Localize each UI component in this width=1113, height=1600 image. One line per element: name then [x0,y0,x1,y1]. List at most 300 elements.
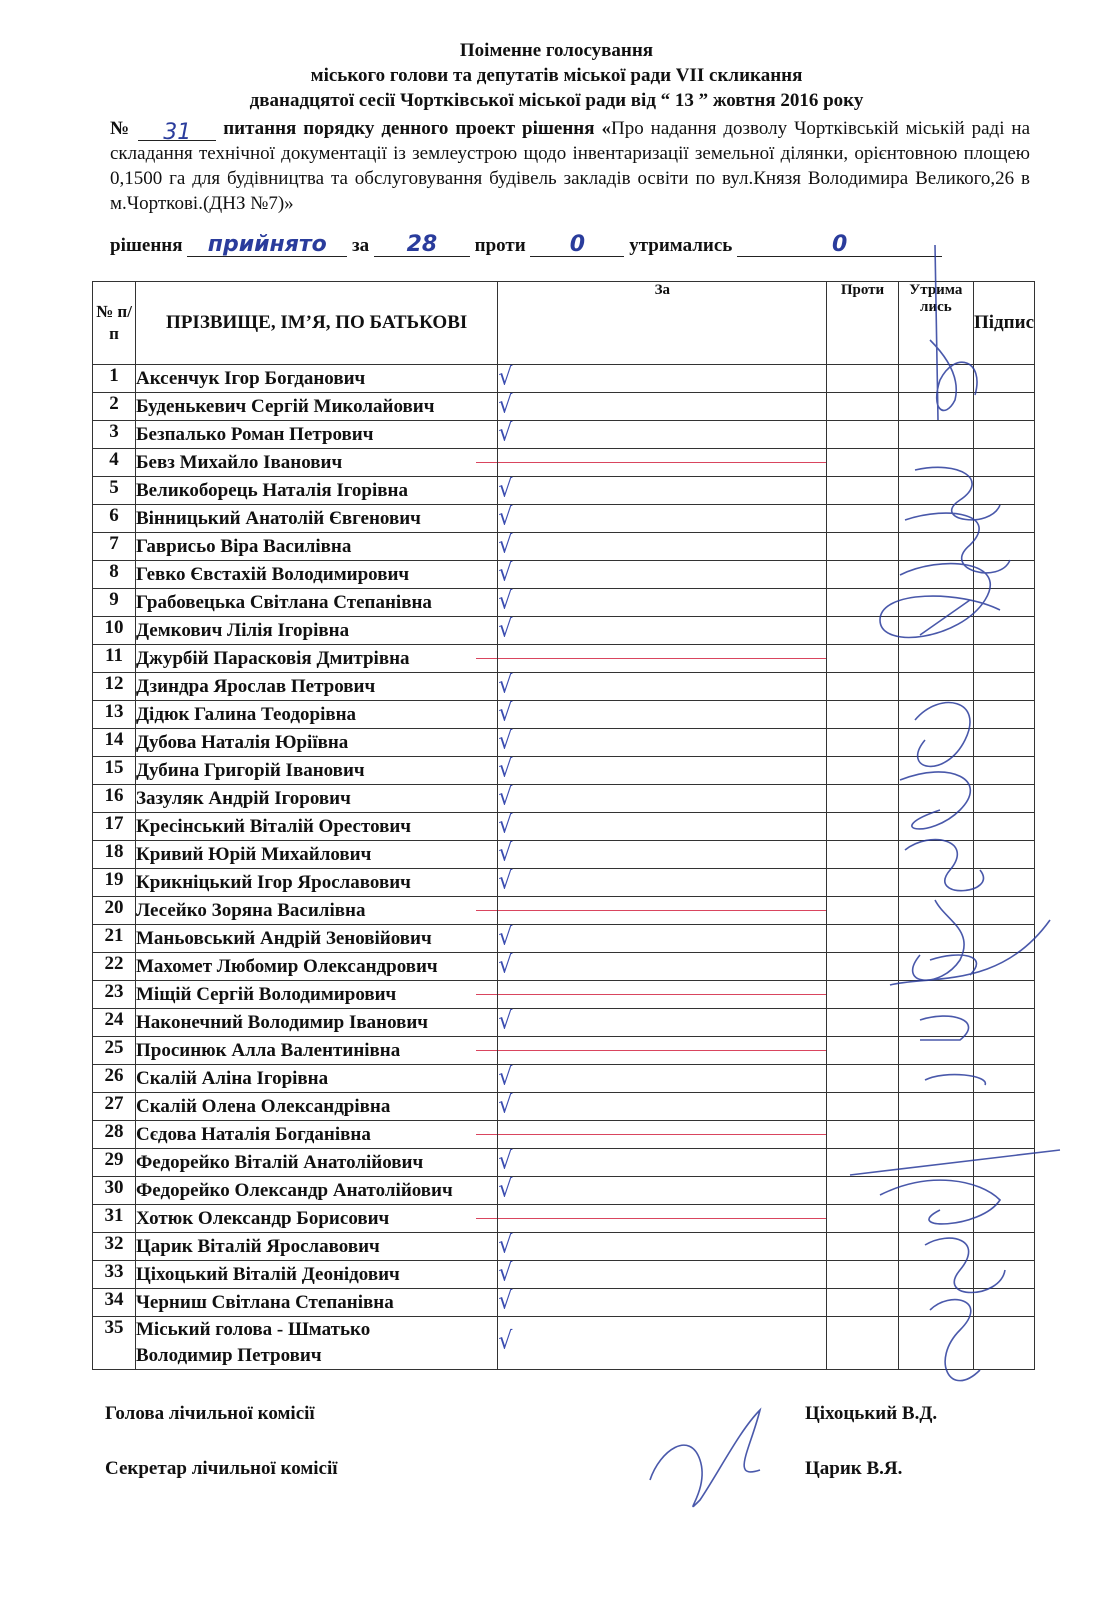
member-name: Демкович Лілія Ігорівна [135,617,497,645]
signature-cell [974,617,1035,645]
row-number: 8 [93,561,136,589]
tick-mark-icon: √ [498,755,513,783]
table-row [93,589,1035,617]
table-row [93,701,1035,729]
vote-for-cell [498,897,827,925]
row-number: 18 [93,841,136,869]
vote-for-cell [498,561,827,589]
vote-abstain-cell [898,813,973,841]
tick-mark-icon: √ [498,727,513,755]
vote-for-cell [498,953,827,981]
table-row [93,1037,1035,1065]
vote-for-cell [498,1205,827,1233]
vote-against-cell [827,1149,898,1177]
signature-cell [974,561,1035,589]
vote-for-cell [498,813,827,841]
row-number: 16 [93,785,136,813]
vote-for-cell [498,365,827,393]
vote-against-cell [827,673,898,701]
tick-mark-icon: √ [498,531,513,559]
vote-abstain-cell [898,729,973,757]
table-row [93,477,1035,505]
vote-for-cell [498,1121,827,1149]
row-number: 13 [93,701,136,729]
vote-for-cell [498,729,827,757]
header-for: За [498,282,827,365]
strike-line [476,1050,826,1051]
table-row [93,1149,1035,1177]
table-row [93,617,1035,645]
question-block [110,116,1030,216]
tick-mark-icon: √ [498,1327,513,1356]
signature-cell [974,701,1035,729]
row-number: 6 [93,505,136,533]
for-value: 28 [406,232,438,257]
row-number: 32 [93,1233,136,1261]
member-name: Ціхоцький Віталій Деонідович [135,1261,497,1289]
tick-mark-icon: √ [498,615,513,643]
member-name: Лесейко Зоряна Василівна [135,897,497,925]
chair-label: Голова лічильної комісії [105,1403,315,1424]
vote-against-cell [827,1317,898,1370]
member-name: Грабовецька Світлана Степанівна [135,589,497,617]
vote-for-cell [498,1261,827,1289]
row-number: 33 [93,1261,136,1289]
member-name: Дідюк Галина Теодорівна [135,701,497,729]
row-number: 21 [93,925,136,953]
vote-abstain-cell [898,533,973,561]
vote-abstain-cell [898,1233,973,1261]
signature-cell [974,1233,1035,1261]
table-row [93,729,1035,757]
signature-cell [974,673,1035,701]
header-num: № п/п [93,282,136,365]
table-row [93,505,1035,533]
vote-abstain-cell [898,1205,973,1233]
vote-for-cell [498,449,827,477]
vote-abstain-cell [898,561,973,589]
row-number: 28 [93,1121,136,1149]
member-name: Наконечний Володимир Іванович [135,1009,497,1037]
member-name: Маньовський Андрій Зеновійович [135,925,497,953]
vote-against-cell [827,841,898,869]
vote-against-cell [827,1261,898,1289]
vote-against-cell [827,589,898,617]
vote-abstain-cell [898,1177,973,1205]
member-name: Гевко Євстахій Володимирович [135,561,497,589]
vote-against-cell [827,365,898,393]
vote-against-cell [827,1009,898,1037]
table-row [93,953,1035,981]
table-row [93,673,1035,701]
row-number: 17 [93,813,136,841]
row-number: 10 [93,617,136,645]
table-body [93,365,1035,1370]
abstain-label: утримались [629,235,733,256]
signature-scribble [650,1410,760,1506]
vote-abstain-cell [898,785,973,813]
table-row [93,1261,1035,1289]
vote-against-cell [827,533,898,561]
against-value: 0 [569,232,586,257]
vote-against-cell [827,617,898,645]
vote-for-cell [498,925,827,953]
member-name: Великоборець Наталія Ігорівна [135,477,497,505]
vote-against-cell [827,1289,898,1317]
row-number: 15 [93,757,136,785]
vote-for-cell [498,1289,827,1317]
strike-line [476,462,826,463]
member-name: Бевз Михайло Іванович [135,449,497,477]
vote-abstain-cell [898,1009,973,1037]
secretary-name: Царик В.Я. [805,1458,903,1479]
table-row [93,1233,1035,1261]
member-name: Джурбій Парасковія Дмитрівна [135,645,497,673]
vote-abstain-cell [898,365,973,393]
vote-against-cell [827,1037,898,1065]
row-number: 25 [93,1037,136,1065]
vote-abstain-cell [898,617,973,645]
against-label: проти [474,235,526,256]
vote-against-cell [827,757,898,785]
vote-for-cell [498,981,827,1009]
tick-mark-icon: √ [498,1175,513,1203]
vote-against-cell [827,393,898,421]
question-bold-text: питання порядку денного проект рішення « [223,118,611,139]
signature-cell [974,953,1035,981]
vote-abstain-cell [898,841,973,869]
vote-against-cell [827,421,898,449]
member-name: Федорейко Олександр Анатолійович [135,1177,497,1205]
vote-against-cell [827,1177,898,1205]
member-name: Хотюк Олександр Борисович [135,1205,497,1233]
table-row [93,869,1035,897]
tick-mark-icon: √ [498,951,513,979]
vote-for-cell [498,1093,827,1121]
header-against: Проти [827,282,898,365]
vote-against-cell [827,813,898,841]
table-row [93,393,1035,421]
vote-against-cell [827,449,898,477]
table-row [93,421,1035,449]
vote-for-cell [498,477,827,505]
tick-mark-icon: √ [498,559,513,587]
member-name: Міський голова - Шматько Володимир Петрович [135,1317,497,1370]
vote-against-cell [827,729,898,757]
vote-abstain-cell [898,505,973,533]
member-name: Дубова Наталія Юріївна [135,729,497,757]
member-name: Скалій Олена Олександрівна [135,1093,497,1121]
vote-abstain-cell [898,757,973,785]
vote-for-cell [498,533,827,561]
vote-abstain-cell [898,1289,973,1317]
vote-for-cell [498,1317,827,1370]
row-number: 14 [93,729,136,757]
table-row [93,1065,1035,1093]
row-number: 5 [93,477,136,505]
vote-for-cell [498,1037,827,1065]
member-name: Зазуляк Андрій Ігорович [135,785,497,813]
signature-cell [974,1037,1035,1065]
row-number: 24 [93,1009,136,1037]
member-name: Безпалько Роман Петрович [135,421,497,449]
vote-against-cell [827,869,898,897]
member-name: Аксенчук Ігор Богданович [135,365,497,393]
tick-mark-icon: √ [498,503,513,531]
row-number: 34 [93,1289,136,1317]
header-name: ПРІЗВИЩЕ, ІМ’Я, ПО БАТЬКОВІ [135,282,497,365]
row-number: 11 [93,645,136,673]
table-row [93,757,1035,785]
secretary-label: Секретар лічильної комісії [105,1458,338,1479]
vote-for-cell [498,757,827,785]
vote-abstain-cell [898,421,973,449]
table-row [93,533,1035,561]
strike-line [476,994,826,995]
tick-mark-icon: √ [498,867,513,895]
vote-abstain-cell [898,869,973,897]
strike-line [476,910,826,911]
signature-cell [974,981,1035,1009]
vote-abstain-cell [898,1121,973,1149]
member-name: Гаврисьо Віра Василівна [135,533,497,561]
vote-against-cell [827,561,898,589]
signature-cell [974,449,1035,477]
row-number: 31 [93,1205,136,1233]
signature-cell [974,1009,1035,1037]
signature-cell [974,1261,1035,1289]
vote-against-cell [827,1205,898,1233]
signature-cell [974,645,1035,673]
signature-cell [974,365,1035,393]
signature-cell [974,393,1035,421]
table-row [93,1205,1035,1233]
signature-cell [974,505,1035,533]
signature-cell [974,1121,1035,1149]
header-signature: Підпис [974,282,1035,365]
member-name: Просинюк Алла Валентинівна [135,1037,497,1065]
table-row [93,561,1035,589]
title-line-3: дванадцятої сесії Чортківської міської ради від “ 13 ” жовтня 2016 року [249,90,864,111]
vote-abstain-cell [898,1261,973,1289]
result-line [110,232,942,257]
vote-against-cell [827,505,898,533]
decision-value: прийнято [207,232,327,257]
vote-abstain-cell [898,1149,973,1177]
table-row [93,981,1035,1009]
question-text: Про надання дозволу Чортківській міській раді на складання технічної документації із землеустрою щодо інвентаризації земельної ділянки, орієнтовною площею 0,1500 га для будівництва та обслуговування будівель закладів освіти по вул.Князя Володимира Великого,26 в м.Чорткові.(ДНЗ №7)» [110,118,1031,214]
signature-cell [974,869,1035,897]
member-name: Крикніцький Ігор Ярославович [135,869,497,897]
signature-cell [974,477,1035,505]
vote-abstain-cell [898,701,973,729]
tick-mark-icon: √ [498,699,513,727]
vote-table [92,281,1035,1370]
vote-abstain-cell [898,897,973,925]
vote-for-cell [498,505,827,533]
table-row [93,841,1035,869]
signature-cell [974,1177,1035,1205]
vote-for-cell [498,589,827,617]
table-row [93,1177,1035,1205]
table-header-row [93,282,1035,365]
signature-cell [974,1065,1035,1093]
table-row [93,1289,1035,1317]
table-row [93,1121,1035,1149]
table-row [93,645,1035,673]
vote-for-cell [498,673,827,701]
member-name: Сєдова Наталія Богданівна [135,1121,497,1149]
title-line-1: Поіменне голосування [459,40,654,61]
table-row [93,897,1035,925]
vote-abstain-cell [898,953,973,981]
vote-abstain-cell [898,925,973,953]
vote-abstain-cell [898,981,973,1009]
title-line-2: міського голови та депутатів міської ради VII скликання [310,65,803,86]
strike-line [476,1218,826,1219]
table-row [93,925,1035,953]
row-number: 27 [93,1093,136,1121]
table-row [93,813,1035,841]
for-label: за [352,235,370,256]
row-number: 23 [93,981,136,1009]
tick-mark-icon: √ [498,671,513,699]
member-name: Міщій Сергій Володимирович [135,981,497,1009]
tick-mark-icon: √ [498,783,513,811]
vote-against-cell [827,701,898,729]
vote-abstain-cell [898,477,973,505]
tick-mark-icon: √ [498,1007,513,1035]
tick-mark-icon: √ [498,1259,513,1287]
vote-against-cell [827,1233,898,1261]
row-number: 4 [93,449,136,477]
vote-for-cell [498,1177,827,1205]
tick-mark-icon: √ [498,1287,513,1315]
row-number: 22 [93,953,136,981]
vote-for-cell [498,869,827,897]
tick-mark-icon: √ [498,1147,513,1175]
vote-against-cell [827,897,898,925]
row-number: 9 [93,589,136,617]
row-number: 19 [93,869,136,897]
member-name: Дзиндра Ярослав Петрович [135,673,497,701]
tick-mark-icon: √ [498,363,513,391]
vote-for-cell [498,393,827,421]
vote-for-cell [498,617,827,645]
strike-line [476,658,826,659]
signature-cell [974,1149,1035,1177]
row-number: 29 [93,1149,136,1177]
signature-cell [974,421,1035,449]
row-number: 12 [93,673,136,701]
tick-mark-icon: √ [498,587,513,615]
signature-cell [974,589,1035,617]
member-name: Махомет Любомир Олександрович [135,953,497,981]
vote-abstain-cell [898,589,973,617]
vote-for-cell [498,701,827,729]
member-name: Кресінський Віталій Орестович [135,813,497,841]
signature-cell [974,1289,1035,1317]
table-row [93,1009,1035,1037]
member-name: Буденькевич Сергій Миколайович [135,393,497,421]
vote-for-cell [498,785,827,813]
vote-for-cell [498,421,827,449]
table-row [93,1093,1035,1121]
signature-cell [974,729,1035,757]
tick-mark-icon: √ [498,1063,513,1091]
vote-against-cell [827,1065,898,1093]
signature-cell [974,813,1035,841]
table-row [93,365,1035,393]
row-number: 26 [93,1065,136,1093]
table-row [93,449,1035,477]
signature-cell [974,1205,1035,1233]
tick-mark-icon: √ [498,923,513,951]
header-abstain: Утрима лись [898,282,973,365]
member-name: Вінницький Анатолій Євгенович [135,505,497,533]
chair-name: Ціхоцький В.Д. [805,1403,938,1424]
question-number: 31 [163,120,192,145]
signature-cell [974,757,1035,785]
member-name: Дубина Григорій Іванович [135,757,497,785]
vote-against-cell [827,981,898,1009]
vote-abstain-cell [898,1037,973,1065]
abstain-value: 0 [831,232,848,257]
signature-cell [974,925,1035,953]
member-name: Федорейко Віталій Анатолійович [135,1149,497,1177]
tick-mark-icon: √ [498,839,513,867]
table-row [93,785,1035,813]
vote-abstain-cell [898,1317,973,1370]
row-number: 3 [93,421,136,449]
table-row [93,1317,1035,1370]
tick-mark-icon: √ [498,391,513,419]
row-number: 2 [93,393,136,421]
vote-against-cell [827,925,898,953]
vote-abstain-cell [898,673,973,701]
row-number: 1 [93,365,136,393]
question-number-prefix: № [110,118,132,139]
row-number: 20 [93,897,136,925]
vote-for-cell [498,1065,827,1093]
signature-cell [974,1093,1035,1121]
vote-abstain-cell [898,449,973,477]
vote-against-cell [827,1121,898,1149]
tick-mark-icon: √ [498,1231,513,1259]
strike-line [476,1134,826,1135]
member-name: Скалій Аліна Ігорівна [135,1065,497,1093]
vote-abstain-cell [898,645,973,673]
signature-cell [974,1317,1035,1370]
vote-abstain-cell [898,1065,973,1093]
tick-mark-icon: √ [498,475,513,503]
vote-for-cell [498,1149,827,1177]
signature-cell [974,785,1035,813]
vote-for-cell [498,1009,827,1037]
vote-against-cell [827,953,898,981]
row-number: 30 [93,1177,136,1205]
vote-against-cell [827,785,898,813]
vote-against-cell [827,645,898,673]
signature-cell [974,897,1035,925]
vote-abstain-cell [898,1093,973,1121]
decision-label: рішення [110,235,183,256]
vote-for-cell [498,841,827,869]
vote-for-cell [498,1233,827,1261]
tick-mark-icon: √ [498,419,513,447]
signature-cell [974,533,1035,561]
member-name: Царик Віталій Ярославович [135,1233,497,1261]
